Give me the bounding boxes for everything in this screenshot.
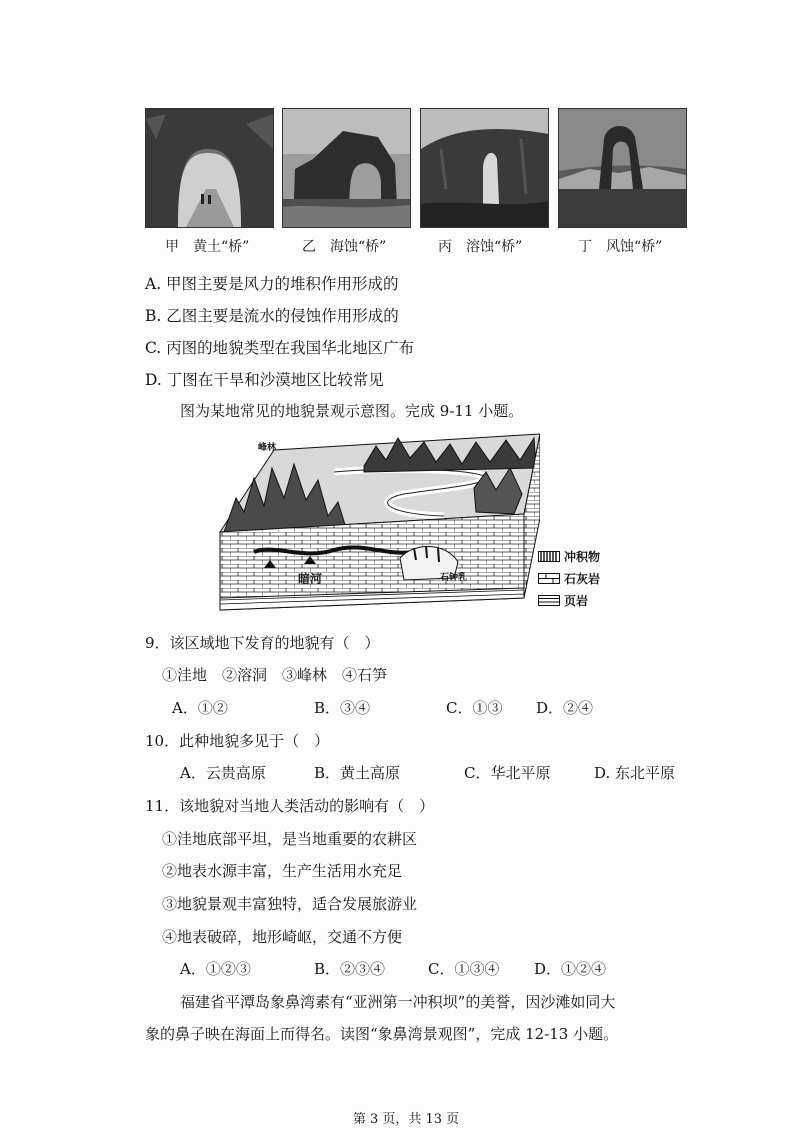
q11-item-3: ③地貌景观丰富独特，适合发展旅游业	[162, 895, 418, 913]
intro-12-13-line2: 象的鼻子映在海面上而得名。读图“象鼻湾景观图”，完成 12-13 小题。	[145, 1025, 619, 1043]
photo-loess-bridge	[145, 108, 274, 228]
page-footer: 第 3 页，共 13 页	[352, 1112, 460, 1127]
q11-item-2: ②地表水源丰富，生产生活用水充足	[162, 862, 403, 880]
q8-option-d: D. 丁图在干旱和沙漠地区比较常见	[145, 371, 384, 389]
legend-alluvium	[538, 548, 600, 565]
photo-karst-arch	[420, 108, 549, 228]
q8-option-b: B. 乙图主要是流水的侵蚀作用形成的	[145, 307, 399, 325]
q9-option-a: A．①②	[172, 699, 228, 717]
q9-option-b: B．③④	[314, 699, 371, 717]
q11-option-c: C．①③④	[428, 960, 500, 978]
q11-option-a: A．①②③	[180, 960, 251, 978]
q9-items: ①洼地 ②溶洞 ③峰林 ④石笋	[162, 666, 388, 684]
legend-alluvium-label: 冲积物	[564, 550, 601, 564]
label-peak-forest: 峰林	[258, 443, 277, 453]
q10-option-a: A．云贵高原	[180, 764, 266, 782]
caption-bing: 丙 溶蚀“桥”	[438, 239, 523, 255]
photo-wind-arch	[558, 108, 687, 228]
intro-9-11: 图为某地常见的地貌景观示意图。完成 9-11 小题。	[180, 402, 524, 420]
q8-option-a: A. 甲图主要是风力的堆积作用形成的	[145, 275, 399, 293]
caption-jia: 甲 黄土“桥”	[165, 239, 250, 255]
q10-option-b: B．黄土高原	[314, 764, 401, 782]
shale-pattern-icon	[538, 595, 560, 606]
photo-sea-arch	[282, 108, 411, 228]
q11-option-b: B．②③④	[314, 960, 386, 978]
q9-option-d: D．②④	[536, 699, 594, 717]
q10-option-d: D. 东北平原	[594, 764, 676, 782]
q9-option-c: C．①③	[446, 699, 503, 717]
q11-item-4: ④地表破碎，地形崎岖，交通不方便	[162, 928, 403, 946]
label-stalactite: 石钟乳	[440, 573, 468, 583]
caption-ding: 丁 风蚀“桥”	[578, 239, 663, 255]
q10-option-c: C．华北平原	[464, 764, 551, 782]
alluvium-pattern-icon	[538, 551, 560, 562]
intro-12-13-line1: 福建省平潭岛象鼻湾素有“亚洲第一冲积坝”的美誉，因沙滩如同大	[180, 993, 616, 1011]
legend-limestone	[538, 570, 600, 587]
q11-stem: 11．该地貌对当地人类活动的影响有（ ）	[145, 797, 435, 815]
q10-stem: 10．此种地貌多见于（ ）	[145, 732, 330, 750]
legend-shale-label: 页岩	[564, 594, 589, 608]
legend-limestone-label: 石灰岩	[564, 572, 601, 586]
karst-landform-diagram	[214, 428, 540, 614]
q11-item-1: ①洼地底部平坦，是当地重要的农耕区	[162, 830, 418, 848]
caption-yi: 乙 海蚀“桥”	[302, 239, 387, 255]
q11-option-d: D．①②④	[534, 960, 607, 978]
legend-shale	[538, 592, 588, 609]
limestone-pattern-icon	[538, 573, 560, 584]
label-underground-river: 暗河	[298, 572, 323, 586]
q9-stem: 9．该区域地下发育的地貌有（ ）	[145, 634, 380, 652]
q8-option-c: C. 丙图的地貌类型在我国华北地区广布	[145, 339, 415, 357]
